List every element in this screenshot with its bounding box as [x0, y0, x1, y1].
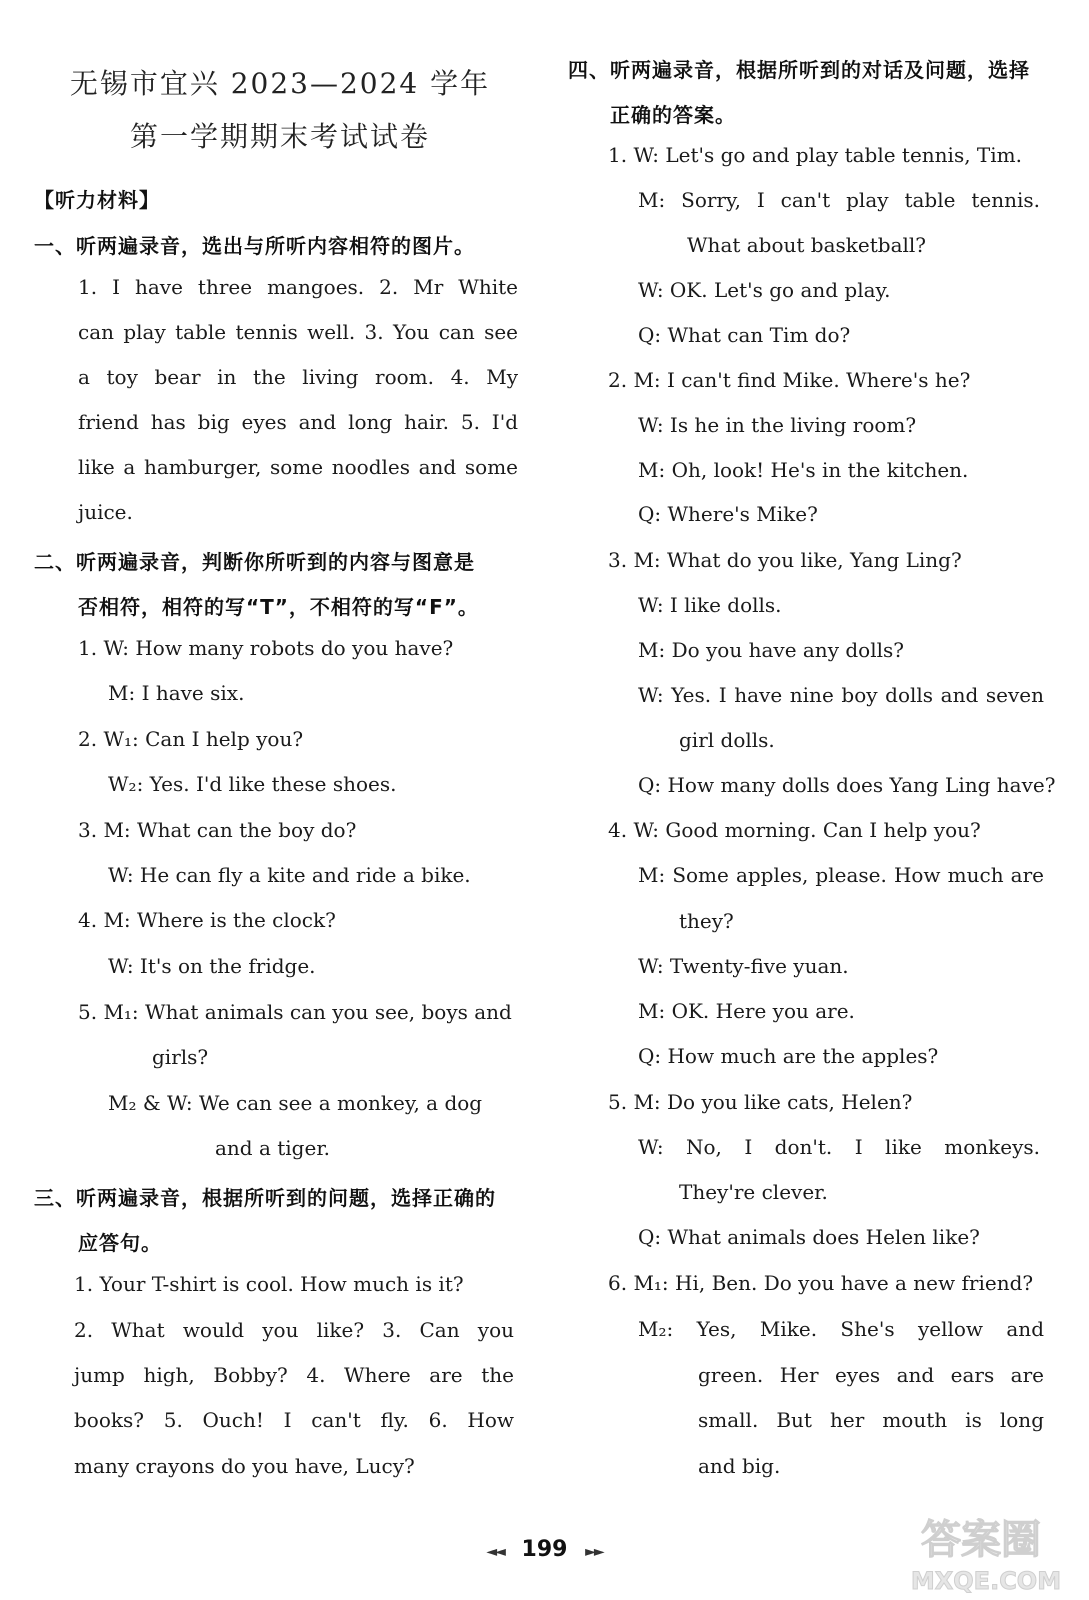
part4-line: W: Twenty-five yuan. — [638, 954, 849, 978]
part4-line: 1. W: Let's go and play table tennis, Tim. — [608, 143, 1022, 167]
part4-line: 2. M: I can't find Mike. Where's he? — [608, 368, 971, 392]
part4-line: Q: What animals does Helen like? — [638, 1225, 980, 1249]
next-arrows-icon: ►► — [585, 1544, 603, 1560]
part3-line: many crayons do you have, Lucy? — [74, 1454, 415, 1478]
part4-line: Q: How much are the apples? — [638, 1044, 939, 1068]
part4-line: 6. M₁: Hi, Ben. Do you have a new friend? — [608, 1271, 1034, 1295]
part4-line: girl dolls. — [679, 728, 775, 752]
part4-line: W: I like dolls. — [638, 593, 782, 617]
watermark-top-text: 答案圈 — [921, 1517, 1041, 1563]
part1-line: 1. I have three mangoes. 2. Mr White — [78, 275, 518, 299]
part3-line: jump high, Bobby? 4. Where are the — [74, 1363, 514, 1387]
part4-heading-line2: 正确的答案。 — [610, 103, 736, 127]
part4-line: M: OK. Here you are. — [638, 999, 855, 1023]
part4-line: 5. M: Do you like cats, Helen? — [608, 1090, 913, 1114]
part4-line: 3. M: What do you like, Yang Ling? — [608, 548, 962, 572]
part4-line: M: Some apples, please. How much are — [638, 863, 1044, 887]
part2-line: 4. M: Where is the clock? — [78, 908, 336, 932]
part4-line: What about basketball? — [687, 233, 927, 257]
page-number: 199 — [521, 1537, 568, 1562]
part4-line: M₂: Yes, Mike. She's yellow and — [638, 1317, 1044, 1341]
section-label: 【听力材料】 — [34, 188, 160, 212]
part1-line: friend has big eyes and long hair. 5. I'd — [78, 410, 518, 434]
part4-line: W: Is he in the living room? — [638, 413, 917, 437]
part3-line: 1. Your T-shirt is cool. How much is it? — [74, 1272, 464, 1296]
part2-line: M₂ & W: We can see a monkey, a dog — [108, 1091, 483, 1115]
part3-heading-line2: 应答句。 — [78, 1231, 162, 1255]
part4-line: Q: Where's Mike? — [638, 502, 818, 526]
part4-line: they? — [679, 909, 734, 933]
part4-line: M: Sorry, I can't play table tennis. — [638, 188, 1040, 212]
prev-arrows-icon: ◄◄ — [486, 1544, 504, 1560]
part3-line: books? 5. Ouch! I can't fly. 6. How — [74, 1408, 514, 1432]
part4-line: M: Oh, look! He's in the kitchen. — [638, 458, 969, 482]
page-title-line1: 无锡市宜兴 2023—2024 学年 — [69, 67, 491, 100]
part4-line: Q: How many dolls does Yang Ling have? — [638, 773, 1056, 797]
part3-line: 2. What would you like? 3. Can you — [74, 1318, 514, 1342]
part4-line: W: Yes. I have nine boy dolls and seven — [638, 683, 1044, 707]
part4-line: green. Her eyes and ears are — [698, 1363, 1044, 1387]
part2-line: girls? — [152, 1045, 209, 1069]
part2-line: 3. M: What can the boy do? — [78, 818, 357, 842]
watermark-logo-icon — [901, 1505, 1071, 1595]
part4-line: W: No, I don't. I like monkeys. — [638, 1135, 1040, 1159]
part1-heading: 一、听两遍录音，选出与所听内容相符的图片。 — [34, 234, 475, 258]
part2-heading-line1: 二、听两遍录音，判断你所听到的内容与图意是 — [34, 550, 475, 574]
part4-line: Q: What can Tim do? — [638, 323, 851, 347]
part1-line: can play table tennis well. 3. You can see — [78, 320, 518, 344]
part4-heading-line1: 四、听两遍录音，根据所听到的对话及问题，选择 — [568, 58, 1030, 82]
part3-heading-line1: 三、听两遍录音，根据所听到的问题，选择正确的 — [34, 1186, 496, 1210]
part2-line: W: It's on the fridge. — [108, 954, 316, 978]
part2-line: 2. W₁: Can I help you? — [78, 727, 304, 751]
part4-line: and big. — [698, 1454, 781, 1478]
part4-line: small. But her mouth is long — [698, 1408, 1044, 1432]
watermark-logo — [901, 1505, 1071, 1595]
part2-line: and a tiger. — [215, 1136, 331, 1160]
part2-line: M: I have six. — [108, 681, 245, 705]
part2-line: W₂: Yes. I'd like these shoes. — [108, 772, 397, 796]
part2-line: W: He can fly a kite and ride a bike. — [108, 863, 471, 887]
part4-line: M: Do you have any dolls? — [638, 638, 904, 662]
part1-line: juice. — [78, 500, 133, 524]
watermark-bottom-text: MXQE.COM — [910, 1567, 1062, 1595]
part4-line: They're clever. — [679, 1180, 828, 1204]
part1-line: a toy bear in the living room. 4. My — [78, 365, 518, 389]
part4-line: 4. W: Good morning. Can I help you? — [608, 818, 981, 842]
part4-line: W: OK. Let's go and play. — [638, 278, 891, 302]
page-title-line2: 第一学期期末考试试卷 — [129, 120, 430, 153]
part2-line: 5. M₁: What animals can you see, boys and — [78, 1000, 512, 1024]
part1-line: like a hamburger, some noodles and some — [78, 455, 518, 479]
part2-line: 1. W: How many robots do you have? — [78, 636, 454, 660]
part2-heading-line2: 否相符，相符的写“T”，不相符的写“F”。 — [78, 595, 479, 619]
